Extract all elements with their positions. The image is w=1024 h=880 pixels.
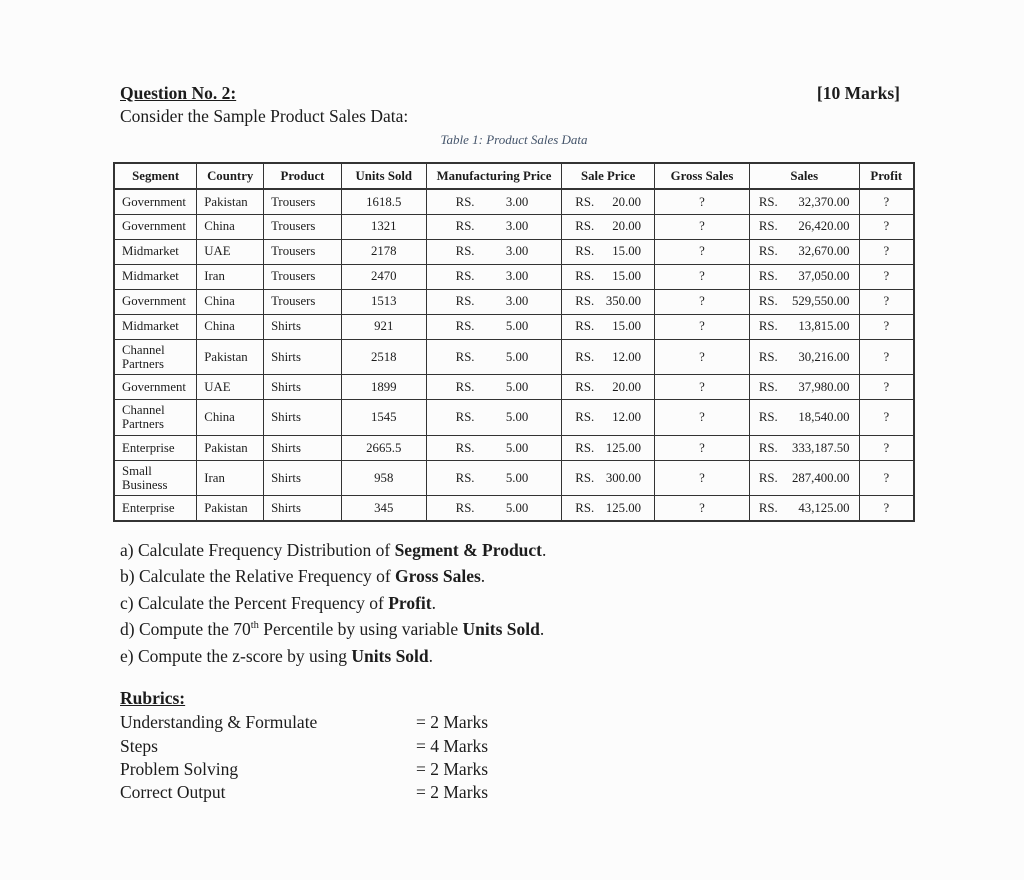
cell-product: Shirts bbox=[264, 496, 342, 521]
currency-label: RS. bbox=[575, 219, 595, 234]
table-row bbox=[114, 214, 914, 239]
cell-sales bbox=[749, 314, 859, 339]
amount-value: 333,187.50 bbox=[791, 440, 850, 455]
cell-product: Trousers bbox=[264, 289, 342, 314]
cell-manufacturing-price bbox=[426, 314, 562, 339]
currency-label: RS. bbox=[575, 440, 595, 455]
cell-sale-price bbox=[562, 239, 655, 264]
question-text: . bbox=[542, 539, 547, 560]
cell-units-sold: 1899 bbox=[341, 375, 426, 400]
cell-manufacturing-price bbox=[426, 189, 562, 214]
cell-sale-price bbox=[562, 189, 655, 214]
cell-country: Pakistan bbox=[197, 189, 264, 214]
currency-label: RS. bbox=[758, 379, 778, 394]
cell-segment: Government bbox=[114, 289, 197, 314]
cell-manufacturing-price bbox=[426, 460, 562, 496]
cell-product: Shirts bbox=[264, 375, 342, 400]
cell-units-sold: 1321 bbox=[341, 214, 426, 239]
amount-value: 5.00 bbox=[505, 440, 529, 455]
amount-value: 43,125.00 bbox=[798, 501, 850, 516]
question-text: d) Compute the 70 bbox=[120, 619, 251, 640]
question-text: b) Calculate the Relative Frequency of bbox=[120, 566, 396, 587]
cell-sales bbox=[749, 289, 859, 314]
question-text: Percentile by using variable bbox=[258, 619, 463, 640]
question-text: . bbox=[539, 619, 545, 640]
question-text: . bbox=[480, 566, 486, 587]
cell-profit: ? bbox=[859, 496, 914, 521]
amount-value: 15.00 bbox=[612, 319, 642, 334]
cell-gross-sales: ? bbox=[655, 289, 750, 314]
amount-value: 5.00 bbox=[505, 349, 529, 364]
cell-product: Trousers bbox=[264, 189, 342, 214]
question-text: e) Compute the z-score by using bbox=[120, 645, 352, 666]
cell-units-sold: 2178 bbox=[341, 239, 426, 264]
question-text: Profit bbox=[388, 592, 432, 613]
question-line bbox=[120, 537, 915, 564]
cell-segment: Midmarket bbox=[114, 314, 197, 339]
rubric-label: Understanding & Formulate bbox=[120, 712, 318, 733]
amount-value: 32,670.00 bbox=[798, 244, 850, 259]
question-line bbox=[120, 563, 915, 590]
rubric-label: Problem Solving bbox=[120, 758, 239, 779]
table-row bbox=[114, 400, 914, 436]
table-row bbox=[114, 289, 914, 314]
rubrics-list bbox=[120, 711, 915, 804]
cell-units-sold: 2518 bbox=[341, 339, 426, 375]
cell-sales bbox=[749, 400, 859, 436]
currency-label: RS. bbox=[758, 349, 778, 364]
cell-sales bbox=[749, 239, 859, 264]
table-header-row bbox=[114, 163, 914, 189]
column-header: Segment bbox=[114, 163, 197, 189]
currency-label: RS. bbox=[455, 319, 475, 334]
rubric-label: Correct Output bbox=[120, 782, 226, 803]
questions bbox=[113, 537, 915, 670]
amount-value: 20.00 bbox=[612, 194, 642, 209]
column-header: Country bbox=[197, 163, 264, 189]
cell-country: China bbox=[197, 400, 264, 436]
table-row bbox=[114, 375, 914, 400]
table-row bbox=[114, 314, 914, 339]
cell-country: Pakistan bbox=[197, 435, 264, 460]
currency-label: RS. bbox=[455, 440, 475, 455]
cell-product: Shirts bbox=[264, 460, 342, 496]
question-title: Question No. 2: bbox=[120, 83, 237, 103]
table-row bbox=[114, 460, 914, 496]
cell-gross-sales: ? bbox=[655, 189, 750, 214]
currency-label: RS. bbox=[758, 319, 778, 334]
cell-profit: ? bbox=[859, 339, 914, 375]
cell-product: Shirts bbox=[264, 435, 342, 460]
amount-value: 12.00 bbox=[612, 410, 642, 425]
column-header: Manufacturing Price bbox=[426, 163, 562, 189]
cell-segment: Enterprise bbox=[114, 496, 197, 521]
column-header: Units Sold bbox=[341, 163, 426, 189]
rubric-marks: = 2 Marks bbox=[416, 758, 489, 779]
amount-value: 125.00 bbox=[605, 440, 642, 455]
currency-label: RS. bbox=[575, 194, 595, 209]
rubric-marks: = 2 Marks bbox=[416, 782, 489, 803]
amount-value: 37,980.00 bbox=[798, 379, 850, 394]
column-header: Sales bbox=[749, 163, 859, 189]
cell-gross-sales: ? bbox=[655, 435, 750, 460]
cell-manufacturing-price bbox=[426, 496, 562, 521]
amount-value: 5.00 bbox=[505, 470, 529, 485]
amount-value: 3.00 bbox=[505, 194, 529, 209]
cell-product: Trousers bbox=[264, 264, 342, 289]
cell-segment: Channel Partners bbox=[114, 339, 197, 375]
cell-country: Iran bbox=[197, 264, 264, 289]
rubric-item bbox=[120, 735, 915, 758]
cell-sales bbox=[749, 189, 859, 214]
cell-gross-sales: ? bbox=[655, 375, 750, 400]
currency-label: RS. bbox=[575, 319, 595, 334]
cell-manufacturing-price bbox=[426, 435, 562, 460]
cell-sale-price bbox=[562, 435, 655, 460]
currency-label: RS. bbox=[455, 294, 475, 309]
amount-value: 3.00 bbox=[505, 219, 529, 234]
cell-segment: Small Business bbox=[114, 460, 197, 496]
cell-gross-sales: ? bbox=[655, 400, 750, 436]
cell-gross-sales: ? bbox=[655, 239, 750, 264]
question-text: Units Sold bbox=[462, 619, 540, 640]
cell-segment: Midmarket bbox=[114, 239, 197, 264]
cell-units-sold: 921 bbox=[341, 314, 426, 339]
document-content bbox=[113, 82, 915, 804]
cell-manufacturing-price bbox=[426, 214, 562, 239]
intro-text: Consider the Sample Product Sales Data: bbox=[120, 106, 409, 126]
cell-units-sold: 958 bbox=[341, 460, 426, 496]
cell-country: Pakistan bbox=[197, 339, 264, 375]
cell-sale-price bbox=[562, 339, 655, 375]
question-text: Segment & Product bbox=[394, 539, 543, 560]
question-text: Gross Sales bbox=[395, 566, 481, 587]
currency-label: RS. bbox=[575, 244, 595, 259]
cell-sales bbox=[749, 460, 859, 496]
question-text: . bbox=[428, 645, 434, 666]
currency-label: RS. bbox=[575, 379, 595, 394]
currency-label: RS. bbox=[455, 349, 475, 364]
currency-label: RS. bbox=[455, 269, 475, 284]
rubrics-heading: Rubrics: bbox=[120, 688, 186, 709]
currency-label: RS. bbox=[758, 194, 778, 209]
cell-country: Pakistan bbox=[197, 496, 264, 521]
amount-value: 5.00 bbox=[505, 379, 529, 394]
cell-country: Iran bbox=[197, 460, 264, 496]
cell-sale-price bbox=[562, 264, 655, 289]
cell-profit: ? bbox=[859, 189, 914, 214]
amount-value: 20.00 bbox=[612, 219, 642, 234]
question-text: a) Calculate Frequency Distribution of bbox=[120, 539, 395, 560]
amount-value: 15.00 bbox=[612, 244, 642, 259]
cell-profit: ? bbox=[859, 375, 914, 400]
table-row bbox=[114, 339, 914, 375]
cell-sales bbox=[749, 375, 859, 400]
amount-value: 32,370.00 bbox=[798, 194, 850, 209]
currency-label: RS. bbox=[575, 410, 595, 425]
cell-profit: ? bbox=[859, 400, 914, 436]
currency-label: RS. bbox=[758, 470, 778, 485]
cell-sale-price bbox=[562, 460, 655, 496]
currency-label: RS. bbox=[575, 470, 595, 485]
cell-manufacturing-price bbox=[426, 375, 562, 400]
currency-label: RS. bbox=[455, 219, 475, 234]
currency-label: RS. bbox=[455, 470, 475, 485]
cell-country: UAE bbox=[197, 239, 264, 264]
amount-value: 12.00 bbox=[612, 349, 642, 364]
currency-label: RS. bbox=[455, 379, 475, 394]
amount-value: 5.00 bbox=[505, 319, 529, 334]
table-row bbox=[114, 264, 914, 289]
rubric-item bbox=[120, 758, 915, 781]
cell-profit: ? bbox=[859, 289, 914, 314]
amount-value: 13,815.00 bbox=[798, 319, 850, 334]
amount-value: 15.00 bbox=[612, 269, 642, 284]
currency-label: RS. bbox=[758, 244, 778, 259]
amount-value: 3.00 bbox=[505, 294, 529, 309]
cell-sales bbox=[749, 264, 859, 289]
rubric-marks: = 4 Marks bbox=[416, 735, 489, 756]
cell-manufacturing-price bbox=[426, 339, 562, 375]
question-line bbox=[120, 643, 915, 670]
cell-profit: ? bbox=[859, 460, 914, 496]
amount-value: 529,550.00 bbox=[791, 294, 850, 309]
question-text: Units Sold bbox=[351, 645, 429, 666]
cell-segment: Channel Partners bbox=[114, 400, 197, 436]
amount-value: 125.00 bbox=[605, 501, 642, 516]
table-row bbox=[114, 435, 914, 460]
cell-country: China bbox=[197, 314, 264, 339]
cell-manufacturing-price bbox=[426, 400, 562, 436]
question-line bbox=[120, 616, 915, 643]
cell-gross-sales: ? bbox=[655, 496, 750, 521]
cell-units-sold: 1545 bbox=[341, 400, 426, 436]
amount-value: 26,420.00 bbox=[798, 219, 850, 234]
cell-product: Trousers bbox=[264, 239, 342, 264]
currency-label: RS. bbox=[455, 244, 475, 259]
currency-label: RS. bbox=[758, 219, 778, 234]
currency-label: RS. bbox=[758, 410, 778, 425]
rubric-label: Steps bbox=[120, 735, 158, 756]
marks-label: [10 Marks] bbox=[816, 83, 900, 103]
currency-label: RS. bbox=[575, 269, 595, 284]
cell-product: Shirts bbox=[264, 314, 342, 339]
currency-label: RS. bbox=[575, 349, 595, 364]
cell-country: UAE bbox=[197, 375, 264, 400]
cell-sales bbox=[749, 435, 859, 460]
cell-country: China bbox=[197, 289, 264, 314]
cell-sale-price bbox=[562, 375, 655, 400]
cell-profit: ? bbox=[859, 264, 914, 289]
currency-label: RS. bbox=[575, 294, 595, 309]
cell-sale-price bbox=[562, 496, 655, 521]
currency-label: RS. bbox=[758, 269, 778, 284]
column-header: Sale Price bbox=[562, 163, 655, 189]
cell-sale-price bbox=[562, 400, 655, 436]
question-line bbox=[120, 590, 915, 617]
column-header: Gross Sales bbox=[655, 163, 750, 189]
cell-segment: Government bbox=[114, 189, 197, 214]
cell-units-sold: 1513 bbox=[341, 289, 426, 314]
amount-value: 37,050.00 bbox=[798, 269, 850, 284]
cell-gross-sales: ? bbox=[655, 214, 750, 239]
cell-units-sold: 1618.5 bbox=[341, 189, 426, 214]
column-header: Product bbox=[264, 163, 342, 189]
cell-manufacturing-price bbox=[426, 264, 562, 289]
product-sales-table bbox=[113, 162, 915, 522]
table-row bbox=[114, 496, 914, 521]
cell-profit: ? bbox=[859, 314, 914, 339]
cell-sale-price bbox=[562, 289, 655, 314]
amount-value: 287,400.00 bbox=[791, 470, 850, 485]
table-row bbox=[114, 189, 914, 214]
currency-label: RS. bbox=[758, 440, 778, 455]
cell-manufacturing-price bbox=[426, 239, 562, 264]
question-text: . bbox=[431, 592, 437, 613]
cell-profit: ? bbox=[859, 435, 914, 460]
currency-label: RS. bbox=[455, 501, 475, 516]
cell-product: Shirts bbox=[264, 339, 342, 375]
amount-value: 300.00 bbox=[605, 470, 642, 485]
cell-segment: Government bbox=[114, 375, 197, 400]
column-header: Profit bbox=[859, 163, 914, 189]
cell-sale-price bbox=[562, 214, 655, 239]
cell-product: Shirts bbox=[264, 400, 342, 436]
rubric-item bbox=[120, 781, 915, 804]
currency-label: RS. bbox=[575, 501, 595, 516]
currency-label: RS. bbox=[758, 294, 778, 309]
table-body bbox=[114, 189, 914, 521]
cell-gross-sales: ? bbox=[655, 314, 750, 339]
rubrics-section bbox=[113, 687, 915, 804]
currency-label: RS. bbox=[455, 410, 475, 425]
question-text: c) Calculate the Percent Frequency of bbox=[120, 592, 389, 613]
amount-value: 5.00 bbox=[505, 410, 529, 425]
rubric-marks: = 2 Marks bbox=[416, 712, 489, 733]
table-row bbox=[114, 239, 914, 264]
cell-segment: Enterprise bbox=[114, 435, 197, 460]
amount-value: 18,540.00 bbox=[798, 410, 850, 425]
question-header bbox=[113, 82, 915, 104]
cell-sales bbox=[749, 339, 859, 375]
cell-country: China bbox=[197, 214, 264, 239]
cell-product: Trousers bbox=[264, 214, 342, 239]
cell-sales bbox=[749, 496, 859, 521]
cell-units-sold: 2470 bbox=[341, 264, 426, 289]
cell-segment: Midmarket bbox=[114, 264, 197, 289]
cell-manufacturing-price bbox=[426, 289, 562, 314]
amount-value: 5.00 bbox=[505, 501, 529, 516]
cell-profit: ? bbox=[859, 239, 914, 264]
cell-sale-price bbox=[562, 314, 655, 339]
cell-units-sold: 345 bbox=[341, 496, 426, 521]
amount-value: 3.00 bbox=[505, 269, 529, 284]
amount-value: 30,216.00 bbox=[798, 349, 850, 364]
table-caption: Table 1: Product Sales Data bbox=[440, 132, 588, 147]
currency-label: RS. bbox=[758, 501, 778, 516]
amount-value: 350.00 bbox=[605, 294, 642, 309]
cell-gross-sales: ? bbox=[655, 339, 750, 375]
question-text: th bbox=[250, 620, 259, 632]
amount-value: 20.00 bbox=[612, 379, 642, 394]
currency-label: RS. bbox=[455, 194, 475, 209]
cell-gross-sales: ? bbox=[655, 264, 750, 289]
rubric-item bbox=[120, 711, 915, 734]
cell-gross-sales: ? bbox=[655, 460, 750, 496]
cell-units-sold: 2665.5 bbox=[341, 435, 426, 460]
cell-sales bbox=[749, 214, 859, 239]
cell-segment: Government bbox=[114, 214, 197, 239]
amount-value: 3.00 bbox=[505, 244, 529, 259]
cell-profit: ? bbox=[859, 214, 914, 239]
